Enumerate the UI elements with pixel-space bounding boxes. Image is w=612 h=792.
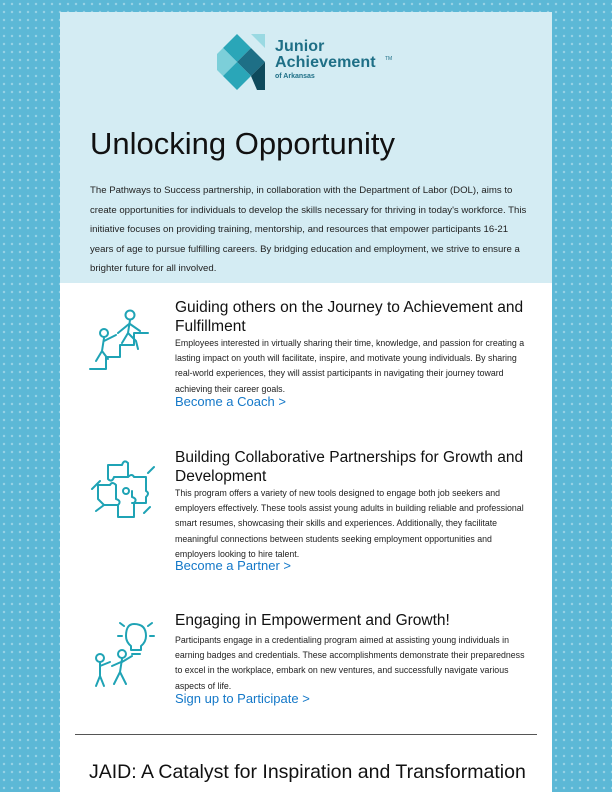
become-coach-link[interactable]: Become a Coach > <box>175 394 286 409</box>
section-body: This program offers a variety of new tools designed to engage both job seekers and employers effectively. These tools assist young adults in building reliable and professional smart resumes, showcasing their skills and experiences. Additionally, they facilitate meaningful connections between students seeking employment opportunities and employers looking to hire talent. <box>175 488 524 559</box>
section-title: Guiding others on the Journey to Achievement and Fulfillment <box>175 299 524 335</box>
become-partner-link[interactable]: Become a Partner > <box>175 558 291 573</box>
jaid-heading: JAID: A Catalyst for Inspiration and Transformation <box>89 761 526 783</box>
logo-line2: Achievement <box>275 54 376 71</box>
section-participate <box>60 600 552 710</box>
section-body: Employees interested in virtually sharing their time, knowledge, and passion for creating a lasting impact on youth will facilitate, inspire, and motivate young individuals. By sharing real-world experiences, they will assist participants in navigating their journey toward achieving their career goals. <box>175 338 525 394</box>
ja-logo[interactable] <box>217 34 397 104</box>
logo-line1: Junior <box>275 38 325 55</box>
section-title: Engaging in Empowerment and Growth! <box>175 612 450 629</box>
divider <box>75 734 537 735</box>
section-title: Building Collaborative Partnerships for Growth and Development <box>175 449 524 485</box>
ja-logo-mark-icon <box>217 34 273 90</box>
logo-line3: of Arkansas <box>275 73 315 80</box>
section-body: Participants engage in a credentialing program aimed at assisting young individuals in earning badges and credentials. These accomplishments demonstrate their preparedness to excel in the workplace, embark on new ventures, and successfully navigate various aspects of life. <box>175 635 525 691</box>
hero-title: Unlocking Opportunity <box>90 126 395 161</box>
section-partner <box>60 437 552 587</box>
lightbulb-teamwork-icon <box>88 620 158 688</box>
stairs-helping-hand-icon <box>88 305 160 373</box>
hero-body: The Pathways to Success partnership, in collaboration with the Department of Labor (DOL), aims to create opportunities for individuals to develop the skills necessary for thriving in today's workforce. This initiative focuses on providing training, mentorship, and resources that empower participants 16-21 years of age to pursue fulfilling careers. By bridging education and employment, we strive to ensure a brighter future for all involved. <box>90 185 527 275</box>
puzzle-collaboration-icon <box>88 455 158 525</box>
logo-trademark: TM <box>385 56 393 62</box>
hero-banner <box>60 12 552 283</box>
sign-up-link[interactable]: Sign up to Participate > <box>175 691 310 706</box>
section-coach <box>60 287 552 417</box>
newsletter-card <box>60 12 552 792</box>
